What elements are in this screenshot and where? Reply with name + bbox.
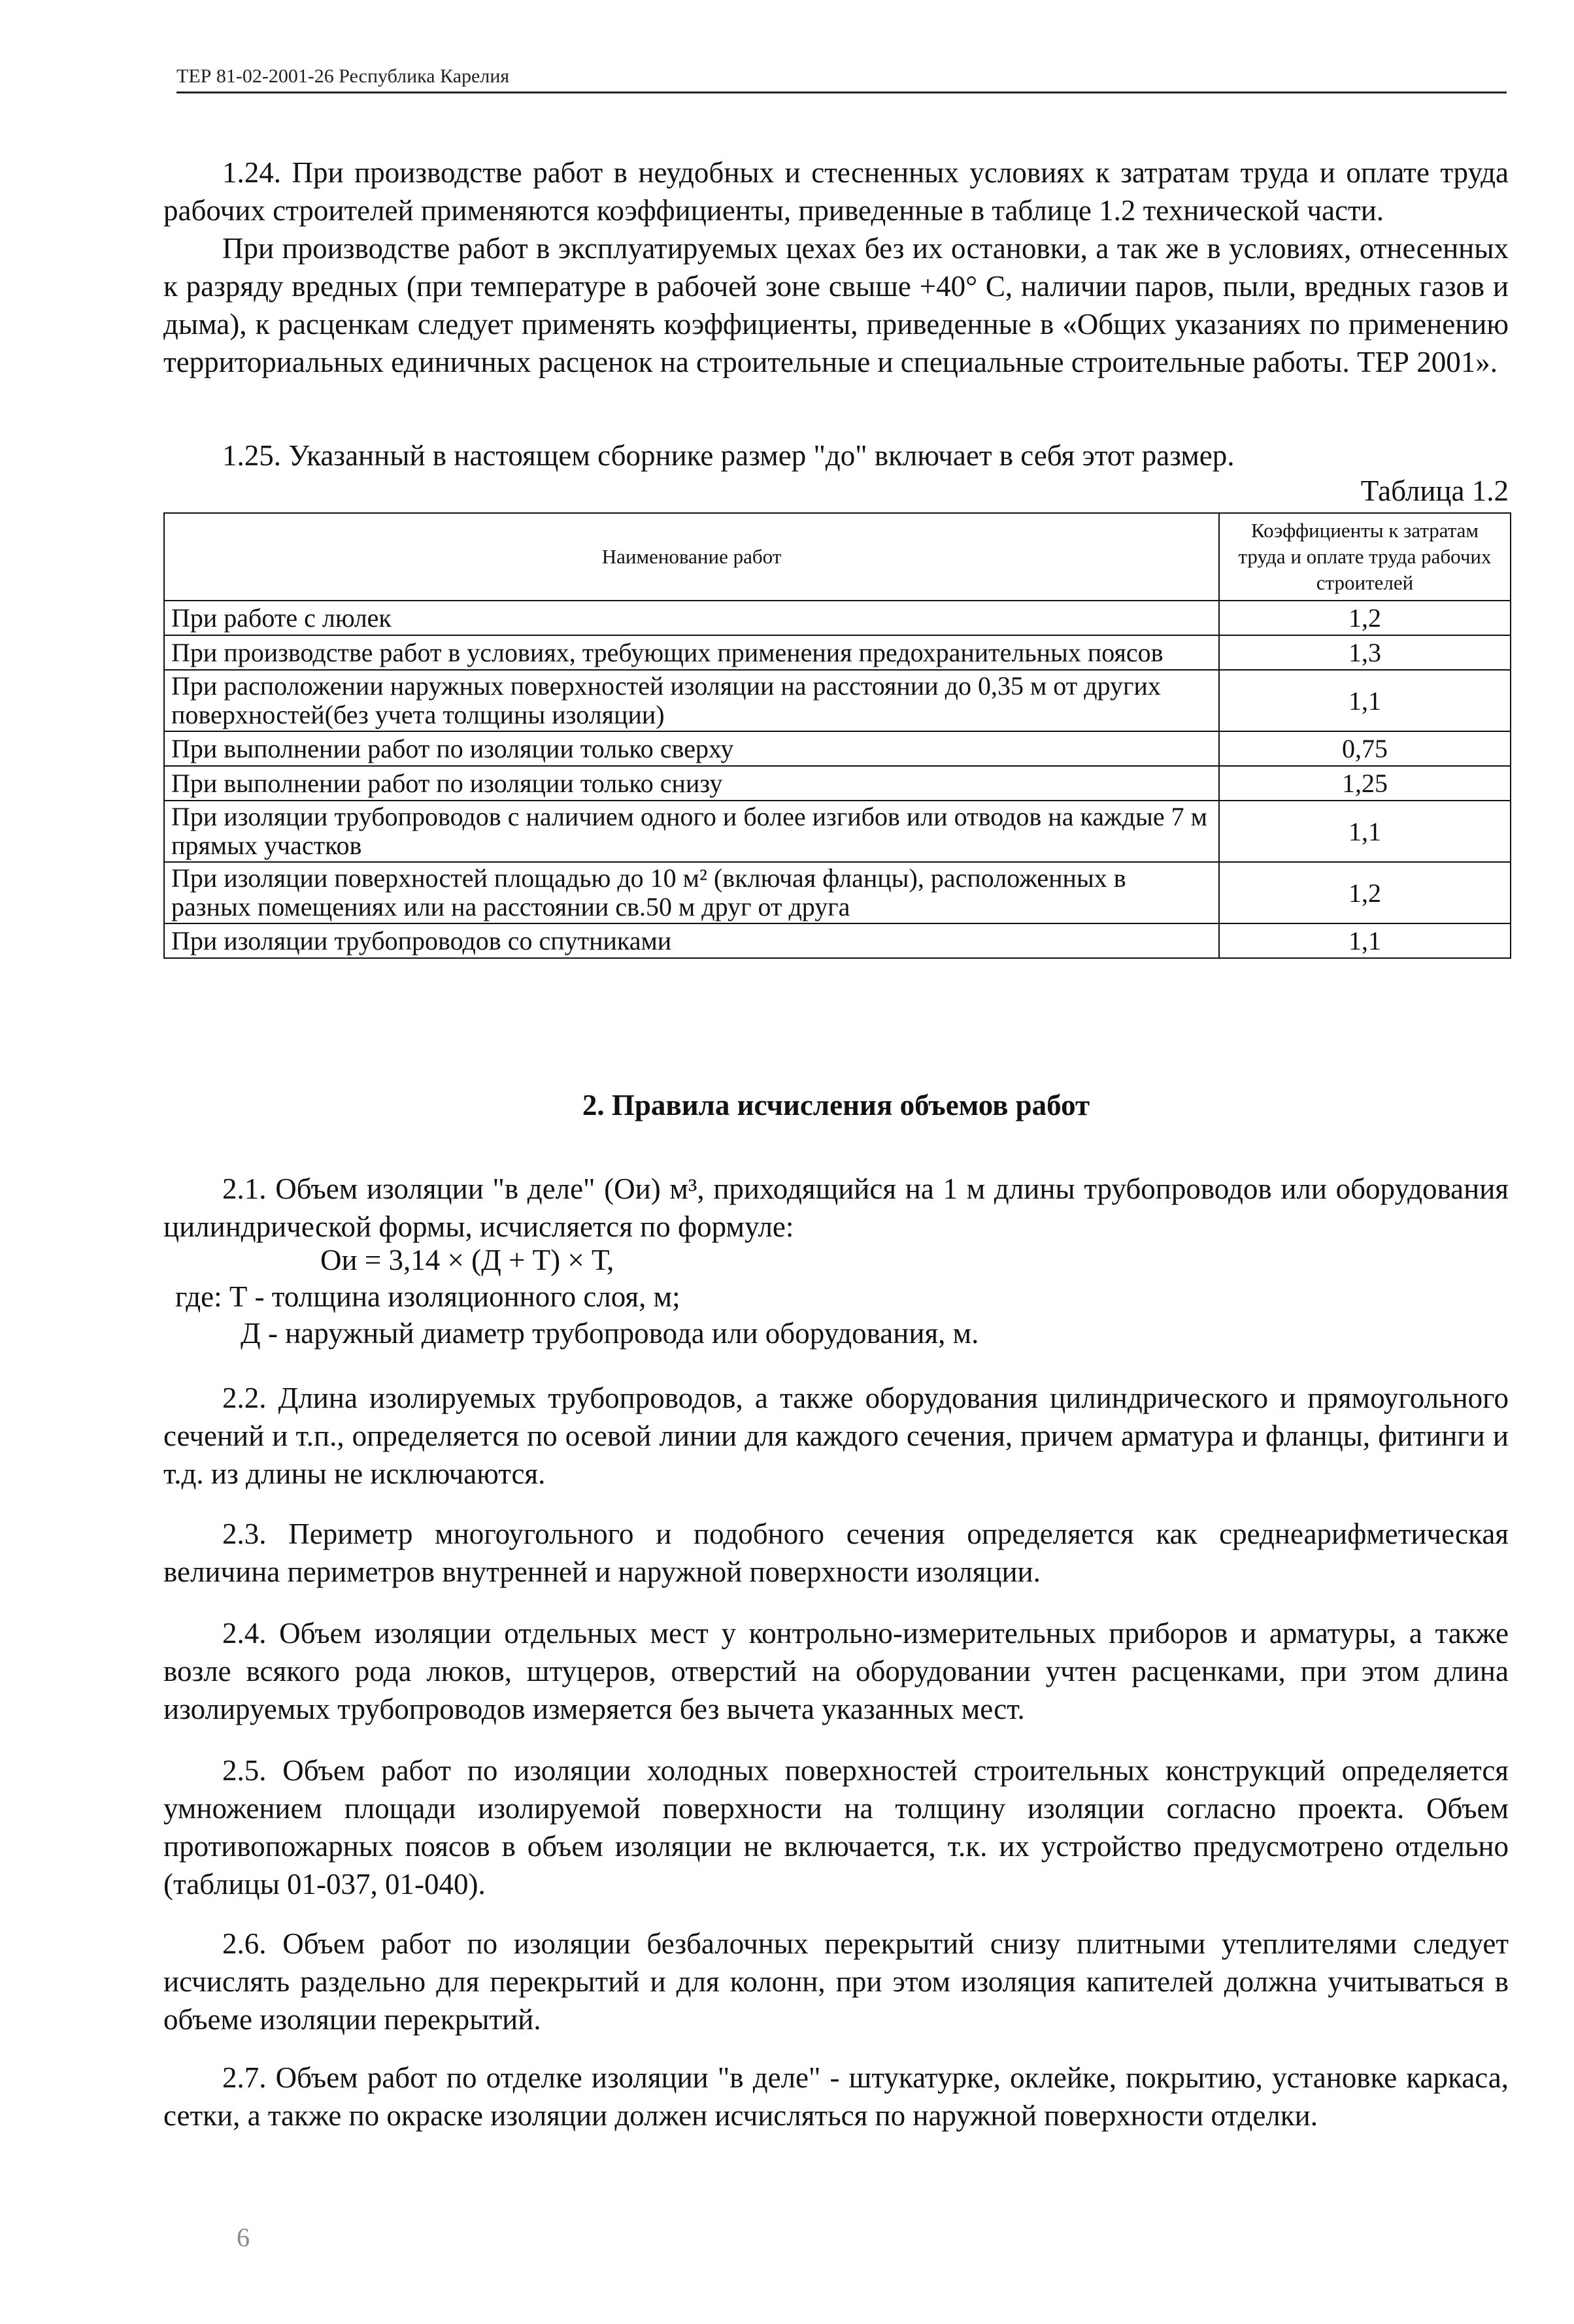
row-value: 1,1 bbox=[1219, 670, 1511, 731]
table-row bbox=[164, 766, 1511, 801]
paragraph-2-1: 2.1. Объем изоляции "в деле" (Ои) м³, приходящийся на 1 м длины трубопроводов или оборудования цилиндрической формы, исчисляется по формуле: bbox=[163, 1172, 1509, 1243]
row-name: При изоляции трубопроводов с наличием одного и более изгибов или отводов на каждые 7 м прямых участков bbox=[164, 801, 1219, 862]
section-title: 2. Правила исчисления объемов работ bbox=[582, 1089, 1090, 1121]
table-row bbox=[164, 862, 1511, 923]
paragraph-1-24: 1.24. При производстве работ в неудобных и стесненных условиях к затратам труда и оплате труда рабочих строителей применяются коэффициенты, приведенные в таблице 1.2 технической части. bbox=[163, 156, 1509, 227]
row-name: При изоляции поверхностей площадью до 10 м² (включая фланцы), расположенных в разных помещениях или на расстоянии св.50 м друг от друга bbox=[164, 862, 1219, 923]
table-row bbox=[164, 801, 1511, 862]
row-value: 1,1 bbox=[1219, 923, 1511, 958]
row-name: При работе с люлек bbox=[164, 601, 1219, 635]
table-row bbox=[164, 601, 1511, 635]
table-row bbox=[164, 731, 1511, 766]
table-row bbox=[164, 923, 1511, 958]
running-header: ТЕР 81-02-2001-26 Республика Карелия bbox=[176, 65, 1507, 93]
paragraph-2-4: 2.4. Объем изоляции отдельных мест у контрольно-измерительных приборов и арматуры, а также возле всякого рода люков, штуцеров, отверстий на оборудовании учтен расценками, при этом длина изолируемых трубопроводов измеряется без вычета указанных мест. bbox=[163, 1617, 1509, 1725]
where-t: где: Т - толщина изоляционного слоя, м; bbox=[175, 1280, 680, 1313]
page-number: 6 bbox=[237, 2223, 250, 2252]
row-value: 1,1 bbox=[1219, 801, 1511, 862]
row-name: При расположении наружных поверхностей изоляции на расстоянии до 0,35 м от других поверхностей(без учета толщины изоляции) bbox=[164, 670, 1219, 731]
paragraph-2-5: 2.5. Объем работ по изоляции холодных поверхностей строительных конструкций определяется умножением площади изолируемой поверхности на толщину изоляции согласно проекта. Объем противопожарных поясов в объем изоляции не включается, т.к. их устройство предусмотрено отдельно (таблицы 01-037, 01-040). bbox=[163, 1754, 1509, 1901]
table-row bbox=[164, 635, 1511, 670]
formula: Ои = 3,14 × (Д + Т) × Т, bbox=[320, 1244, 614, 1276]
header-coefficient: Коэффициенты к затратам труда и оплате труда рабочих строителей bbox=[1219, 513, 1511, 601]
paragraph-2-3: 2.3. Периметр многоугольного и подобного сечения определяется как среднеарифметическая величина периметров внутренней и наружной поверхности изоляции. bbox=[163, 1518, 1509, 1588]
row-value: 1,2 bbox=[1219, 601, 1511, 635]
paragraph-2-2: 2.2. Длина изолируемых трубопроводов, а также оборудования цилиндрического и прямоугольного сечений и т.п., определяется по осевой линии для каждого сечения, причем арматура и фланцы, фитинги и т.д. из длины не исключаются. bbox=[163, 1382, 1509, 1490]
table-header-row bbox=[164, 513, 1511, 601]
row-value: 1,25 bbox=[1219, 766, 1511, 801]
row-value: 1,3 bbox=[1219, 635, 1511, 670]
table-row bbox=[164, 670, 1511, 731]
paragraph-2-7: 2.7. Объем работ по отделке изоляции "в деле" - штукатурке, оклейке, покрытию, установке каркаса, сетки, а также по окраске изоляции должен исчисляться по наружной поверхности отделки. bbox=[163, 2061, 1509, 2132]
row-name: При выполнении работ по изоляции только сверху bbox=[164, 731, 1219, 766]
header-work-name: Наименование работ bbox=[164, 513, 1219, 601]
where-d: Д - наружный диаметр трубопровода или оборудования, м. bbox=[241, 1317, 979, 1350]
row-name: При изоляции трубопроводов со спутниками bbox=[164, 923, 1219, 958]
row-value: 1,2 bbox=[1219, 862, 1511, 923]
table-caption: Таблица 1.2 bbox=[1360, 474, 1509, 507]
paragraph-2-6: 2.6. Объем работ по изоляции безбалочных перекрытий снизу плитными утеплителями следует исчислять раздельно для перекрытий и для колонн, при этом изоляция капителей должна учитываться в объеме изоляции перекрытий. bbox=[163, 1927, 1509, 2036]
paragraph-1-24-continued: При производстве работ в эксплуатируемых цехах без их остановки, а так же в условиях, отнесенных к разряду вредных (при температуре в рабочей зоне свыше +40° С, наличии паров, пыли, вредных газов и дыма), к расценкам следует применять коэффициенты, приведенные в «Общих указаниях по применению территориальных единичных расценок на строительные и специальные строительные работы. ТЕР 2001». bbox=[163, 232, 1509, 378]
row-name: При выполнении работ по изоляции только снизу bbox=[164, 766, 1219, 801]
paragraph-1-25: 1.25. Указанный в настоящем сборнике размер "до" включает в себя этот размер. bbox=[222, 439, 1235, 472]
row-value: 0,75 bbox=[1219, 731, 1511, 766]
coefficients-table bbox=[163, 512, 1511, 959]
row-name: При производстве работ в условиях, требующих применения предохранительных поясов bbox=[164, 635, 1219, 670]
